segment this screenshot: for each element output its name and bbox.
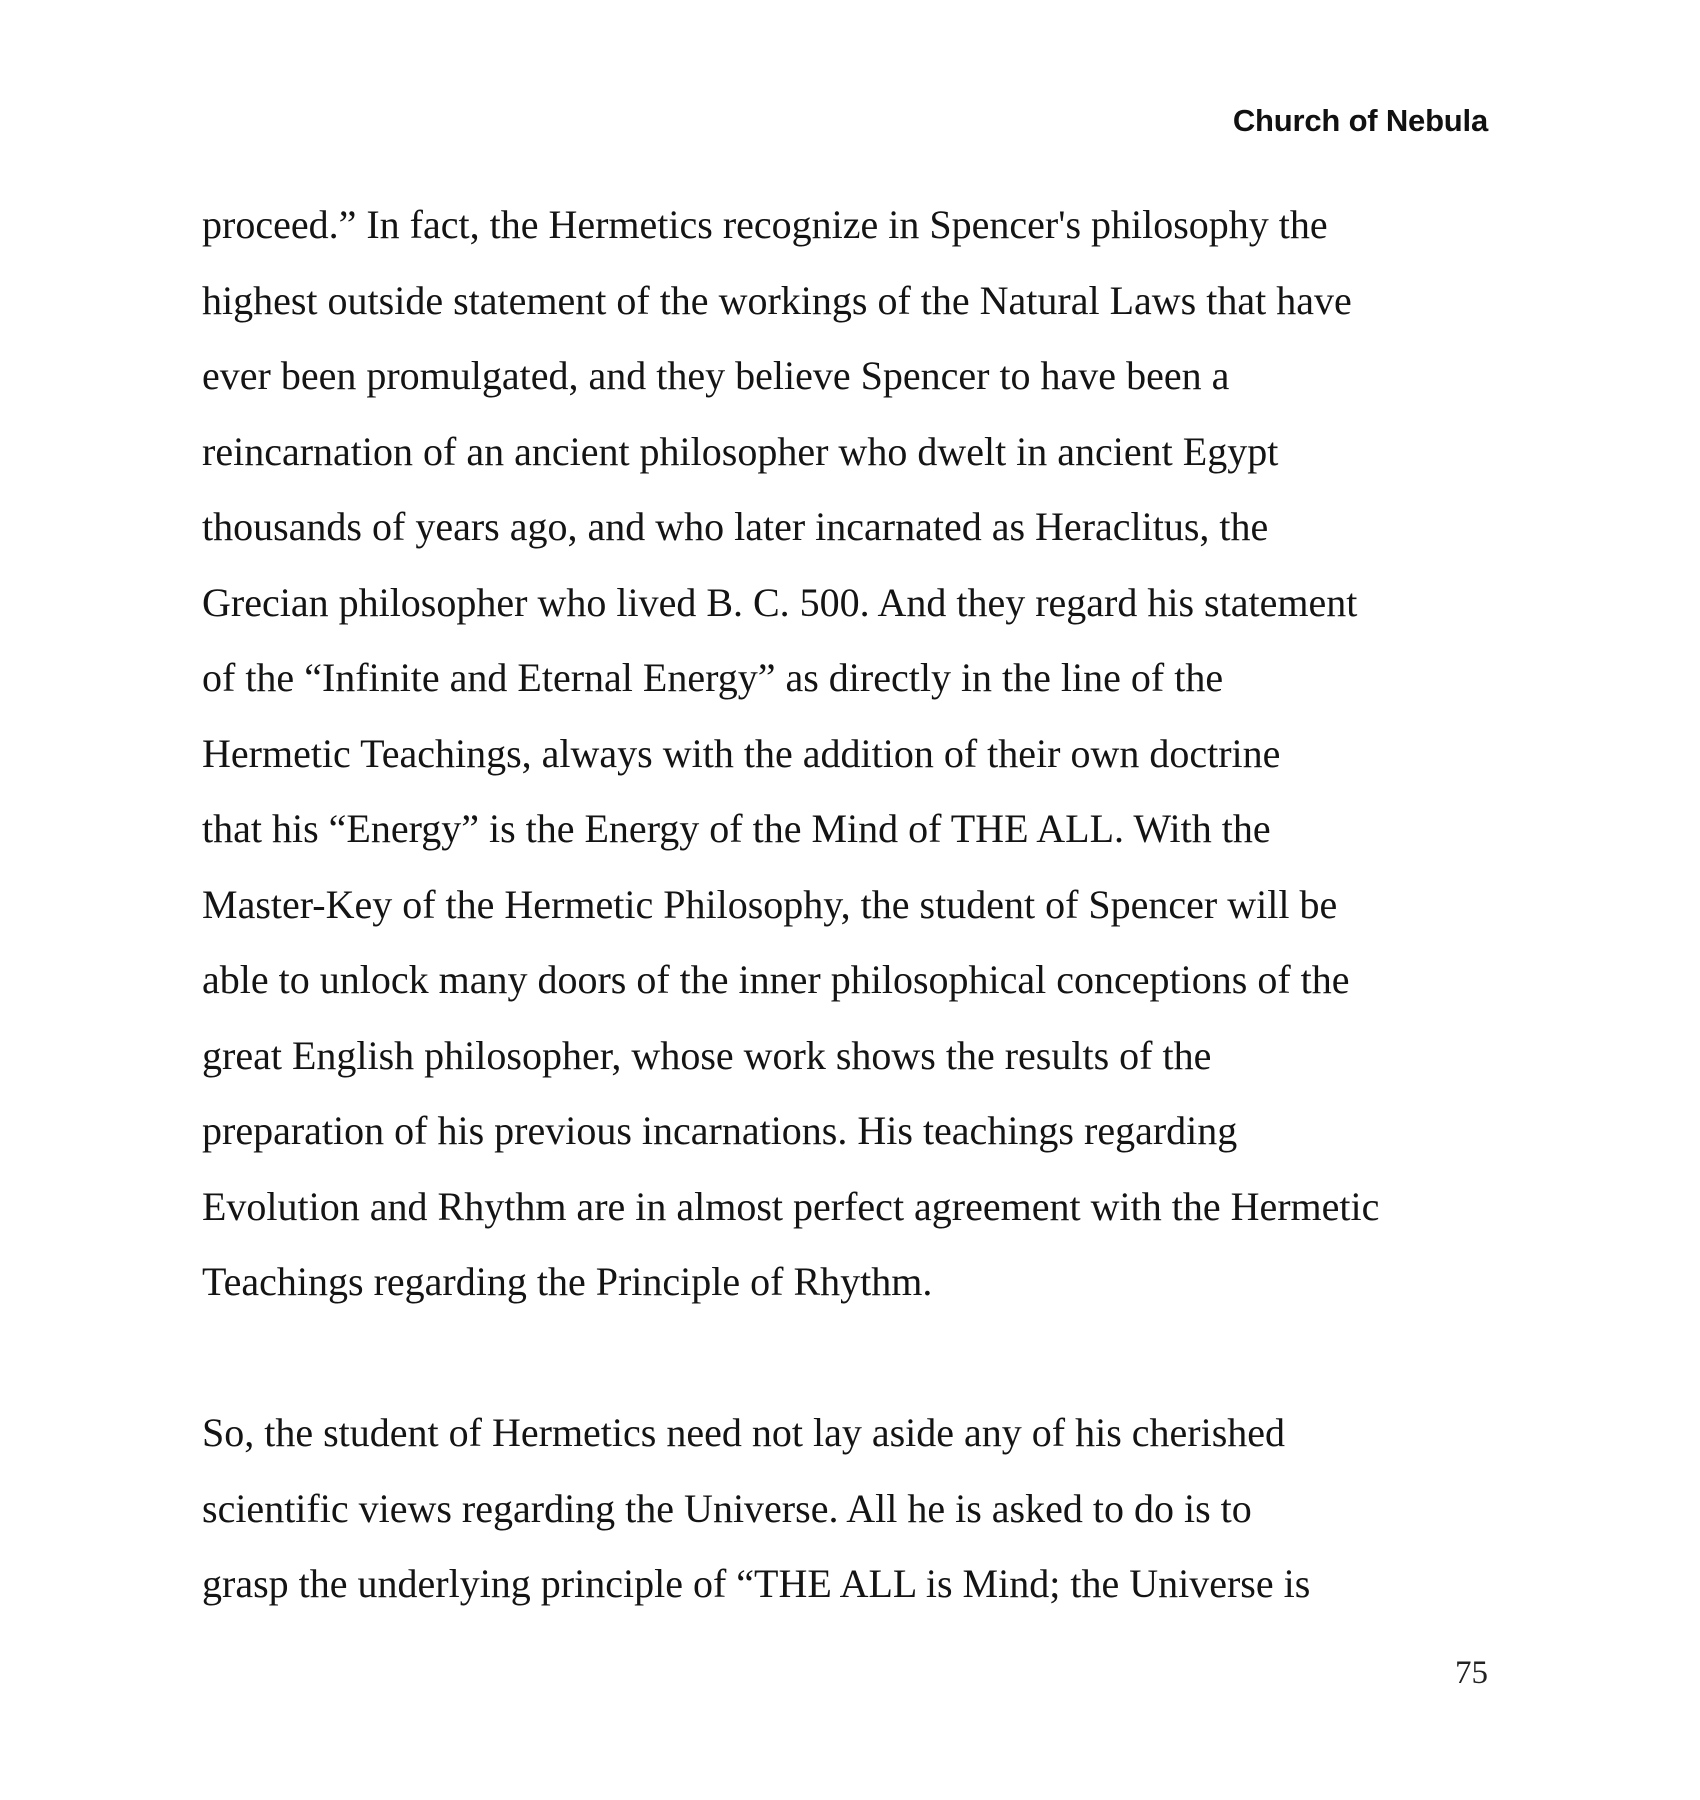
- paragraph: [202, 1395, 1542, 1622]
- text-line: Master-Key of the Hermetic Philosophy, the student of Spencer will be: [202, 881, 1338, 927]
- text-line: preparation of his previous incarnations. His teachings regarding: [202, 1108, 1238, 1153]
- text-line: of the “Infinite and Eternal Energy” as directly in the line of the: [202, 655, 1224, 700]
- text-line: that his “Energy” is the Energy of the Mind of THE ALL. With the: [202, 806, 1271, 851]
- text-line: great English philosopher, whose work shows the results of the: [202, 1032, 1212, 1078]
- text-line: Evolution and Rhythm are in almost perfect agreement with the Hermetic: [202, 1183, 1380, 1229]
- text-line: grasp the underlying principle of “THE ALL is Mind; the Universe is: [202, 1561, 1311, 1606]
- text-line: Hermetic Teachings, always with the addition of their own doctrine: [202, 730, 1281, 776]
- text-line: proceed.” In fact, the Hermetics recognize in Spencer's philosophy the: [202, 202, 1328, 247]
- text-line: Grecian philosopher who lived B. C. 500. And they regard his statement: [202, 579, 1358, 625]
- text-line: Teachings regarding the Principle of Rhythm.: [202, 1259, 933, 1304]
- body-text: [202, 187, 1542, 1622]
- text-line: thousands of years ago, and who later incarnated as Heraclitus, the: [202, 504, 1269, 549]
- text-line: So, the student of Hermetics need not lay aside any of his cherished: [202, 1410, 1286, 1455]
- text-line: able to unlock many doors of the inner philosophical conceptions of the: [202, 957, 1350, 1002]
- paragraph-gap: [202, 1320, 1542, 1396]
- text-line: highest outside statement of the workings of the Natural Laws that have: [202, 277, 1352, 323]
- text-line: scientific views regarding the Universe. All he is asked to do is to: [202, 1485, 1252, 1531]
- text-line: ever been promulgated, and they believe Spencer to have been a: [202, 353, 1230, 398]
- paragraph: [202, 187, 1542, 1320]
- running-header: Church of Nebula: [1232, 103, 1488, 138]
- page-number: 75: [1455, 1655, 1488, 1691]
- text-line: reincarnation of an ancient philosopher who dwelt in ancient Egypt: [202, 428, 1279, 474]
